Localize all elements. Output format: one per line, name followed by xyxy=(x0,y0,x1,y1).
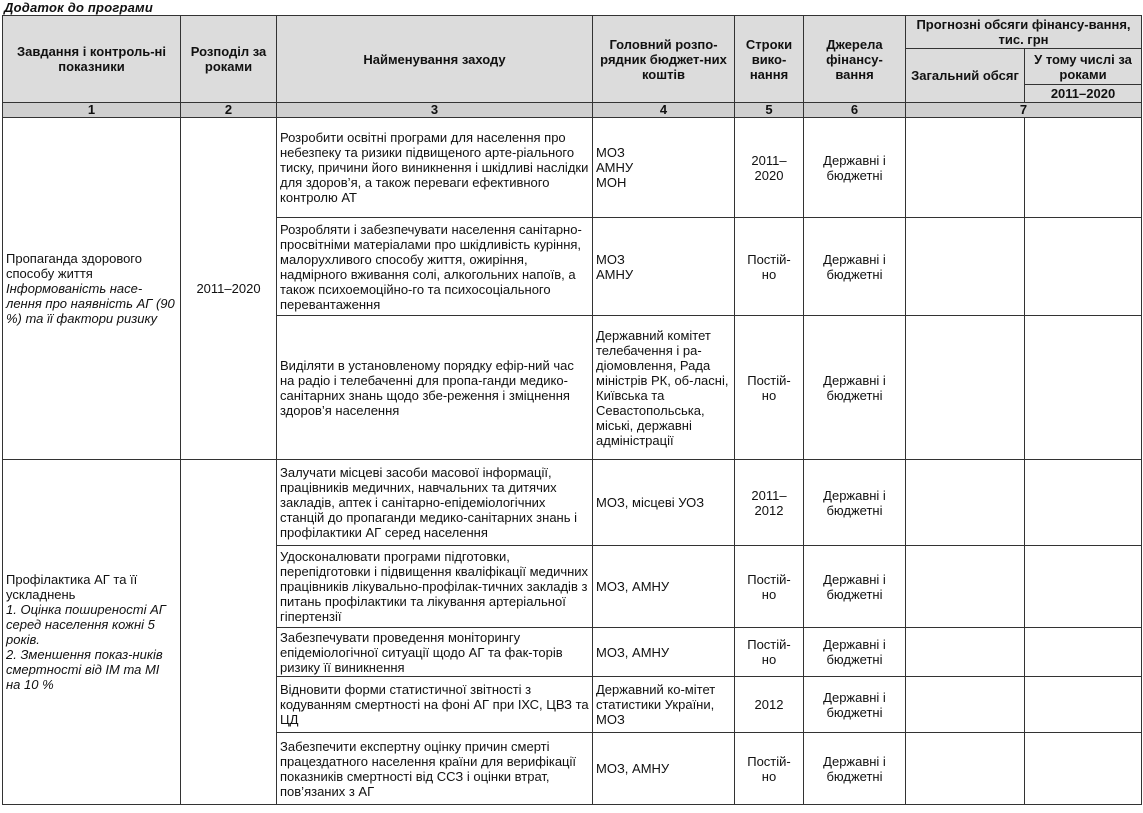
task-cell xyxy=(3,460,181,805)
total-amount-cell xyxy=(906,733,1025,805)
yearly-amount-cell xyxy=(1025,460,1142,546)
term-cell: 2012 xyxy=(735,677,804,733)
measure-cell: Забезпечити експертну оцінку причин смерті працездатного населення країни для верифікації показників смертності від ССЗ і оцінки втрат, пов’язаних з АГ xyxy=(277,733,593,805)
term-cell: Постій- но xyxy=(735,628,804,677)
total-amount-cell xyxy=(906,460,1025,546)
header-measure: Найменування заходу xyxy=(277,16,593,103)
header-financing: Прогнозні обсяги фінансу-вання, тис. грн xyxy=(906,16,1142,49)
years-cell: 2011–2020 xyxy=(181,118,277,460)
term-cell: 2011– 2012 xyxy=(735,460,804,546)
source-cell: Державні і бюджетні xyxy=(804,218,906,316)
page-title: Додаток до програми xyxy=(4,0,154,15)
measure-cell: Забезпечувати проведення моніторингу епідеміологічної ситуації щодо АГ та фак-торів ризику її виникнення xyxy=(277,628,593,677)
source-cell: Державні і бюджетні xyxy=(804,628,906,677)
manager-cell: Державний ко-мітет статистики України, МОЗ xyxy=(593,677,735,733)
yearly-amount-cell xyxy=(1025,628,1142,677)
table-header xyxy=(3,16,1142,118)
header-years: Розподіл за роками xyxy=(181,16,277,103)
term-cell: Постій- но xyxy=(735,218,804,316)
yearly-amount-cell xyxy=(1025,546,1142,628)
manager-cell: МОЗ, місцеві УОЗ xyxy=(593,460,735,546)
column-number: 6 xyxy=(804,103,906,118)
term-cell: Постій- но xyxy=(735,733,804,805)
yearly-amount-cell xyxy=(1025,218,1142,316)
header-total: Загальний обсяг xyxy=(906,49,1025,103)
source-cell: Державні і бюджетні xyxy=(804,316,906,460)
column-number: 4 xyxy=(593,103,735,118)
program-table xyxy=(2,15,1142,805)
term-cell: 2011– 2020 xyxy=(735,118,804,218)
header-source: Джерела фінансу-вання xyxy=(804,16,906,103)
measure-cell: Відновити форми статистичної звітності з кодуванням смертності на фоні АГ при ІХС, ЦВЗ та ЦД xyxy=(277,677,593,733)
manager-cell: МОЗ, АМНУ xyxy=(593,628,735,677)
column-number: 2 xyxy=(181,103,277,118)
term-cell: Постій- но xyxy=(735,316,804,460)
column-number: 1 xyxy=(3,103,181,118)
table-row xyxy=(3,118,1142,218)
column-number: 3 xyxy=(277,103,593,118)
total-amount-cell xyxy=(906,118,1025,218)
total-amount-cell xyxy=(906,218,1025,316)
header-tasks: Завдання і контроль-ні показники xyxy=(3,16,181,103)
task-indicator: Інформованість насе-лення про наявність АГ (90 %) та її фактори ризику xyxy=(6,281,175,326)
column-number: 5 xyxy=(735,103,804,118)
measure-cell: Розробляти і забезпечувати населення санітарно-просвітніми матеріалами про шкідливість куріння, малорухливого способу життя, ожиріння, надмірного вживання солі, алкогольних напоїв, а також психоемоційно-го та психосоціального перевантаження xyxy=(277,218,593,316)
manager-cell: МОЗ АМНУ МОН xyxy=(593,118,735,218)
term-cell: Постій- но xyxy=(735,546,804,628)
column-number: 7 xyxy=(906,103,1142,118)
source-cell: Державні і бюджетні xyxy=(804,118,906,218)
measure-cell: Удосконалювати програми підготовки, перепідготовки і підвищення кваліфікації медичних працівників лікувально-профілак-тичних закладів з питань профілактики та лікування артеріальної гіпертензії xyxy=(277,546,593,628)
column-numbers-row xyxy=(3,103,1142,118)
total-amount-cell xyxy=(906,677,1025,733)
manager-cell: МОЗ, АМНУ xyxy=(593,546,735,628)
source-cell: Державні і бюджетні xyxy=(804,546,906,628)
yearly-amount-cell xyxy=(1025,316,1142,460)
measure-cell: Виділяти в установленому порядку ефір-ний час на радіо і телебаченні для пропа-ганди медико-санітарних знань щодо збе-реження і зміцнення здоров’я населення xyxy=(277,316,593,460)
total-amount-cell xyxy=(906,316,1025,460)
source-cell: Державні і бюджетні xyxy=(804,677,906,733)
header-by-years: У тому числі за роками xyxy=(1025,49,1142,85)
task-indicator: 1. Оцінка поширеності АГ серед населення кожні 5 років. 2. Зменшення показ-ників смертності від ІМ та МІ на 10 % xyxy=(6,602,166,692)
yearly-amount-cell xyxy=(1025,118,1142,218)
task-title: Пропаганда здорового способу життя xyxy=(6,251,142,281)
measure-cell: Залучати місцеві засоби масової інформації, працівників медичних, навчальних та дитячих закладів, аптек і санітарно-епідеміологічних станцій до пропаганди медико-санітарних знань і профілактики АГ серед населення xyxy=(277,460,593,546)
total-amount-cell xyxy=(906,546,1025,628)
yearly-amount-cell xyxy=(1025,677,1142,733)
header-manager: Головний розпо-рядник бюджет-них коштів xyxy=(593,16,735,103)
header-years-range: 2011–2020 xyxy=(1025,85,1142,103)
source-cell: Державні і бюджетні xyxy=(804,733,906,805)
header-term: Строки вико-нання xyxy=(735,16,804,103)
measure-cell: Розробити освітні програми для населення про небезпеку та ризики підвищеного арте-ріального тиску, причини його виникнення і шкідливі наслідки для здоров’я, а також переваги ефективного контролю АТ xyxy=(277,118,593,218)
total-amount-cell xyxy=(906,628,1025,677)
table-row xyxy=(3,460,1142,546)
manager-cell: Державний комітет телебачення і ра-діомовлення, Рада міністрів РК, об-ласні, Київська та Севастопольська, міські, державні адміністрації xyxy=(593,316,735,460)
manager-cell: МОЗ АМНУ xyxy=(593,218,735,316)
yearly-amount-cell xyxy=(1025,733,1142,805)
task-title: Профілактика АГ та її ускладнень xyxy=(6,572,138,602)
manager-cell: МОЗ, АМНУ xyxy=(593,733,735,805)
source-cell: Державні і бюджетні xyxy=(804,460,906,546)
years-cell xyxy=(181,460,277,805)
task-cell xyxy=(3,118,181,460)
table-body xyxy=(3,118,1142,805)
